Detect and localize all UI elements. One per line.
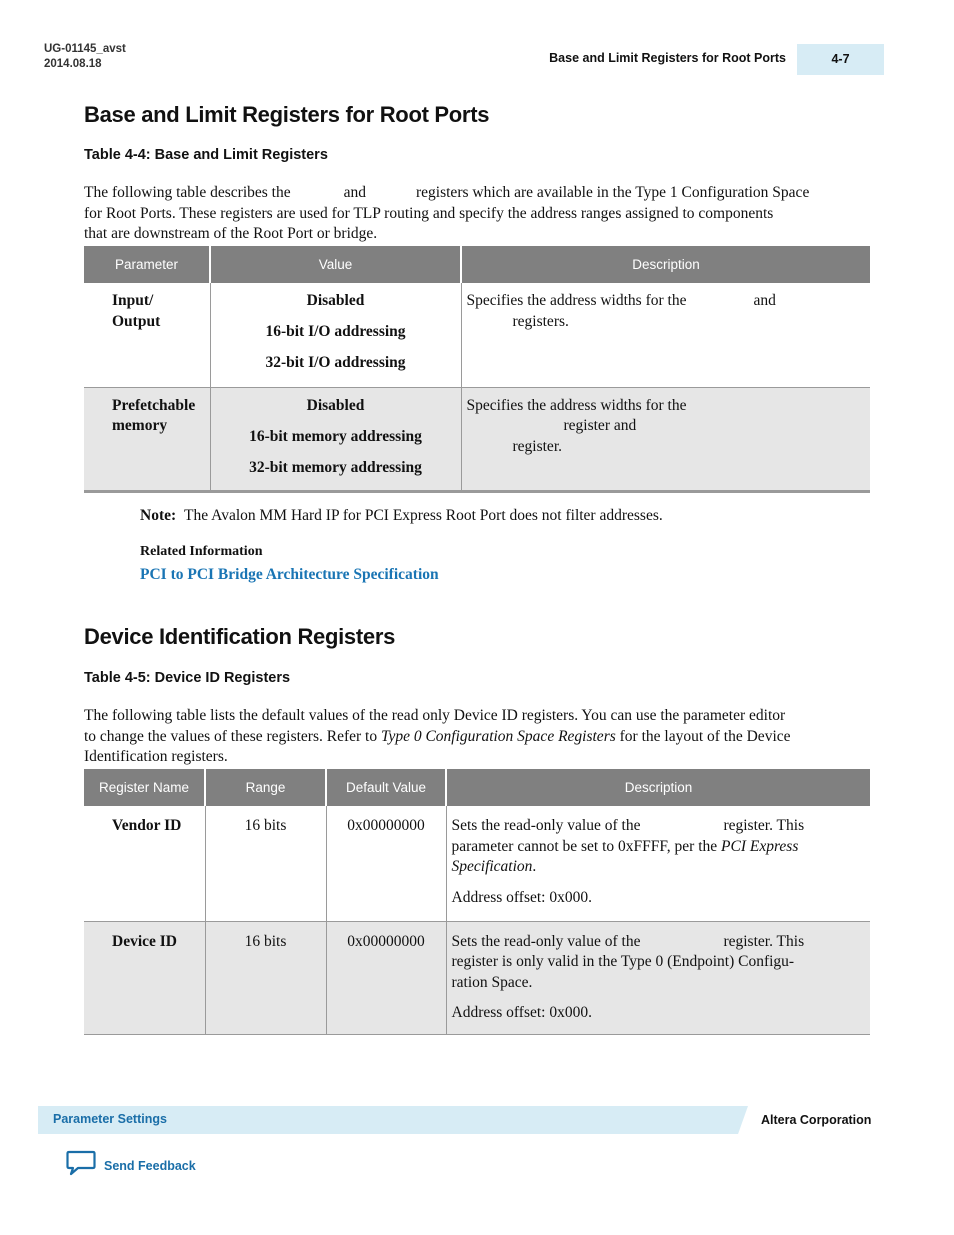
table-caption-4-4: Table 4-4: Base and Limit Registers xyxy=(84,147,328,163)
value-cell: Disabled 16-bit memory addressing 32-bit memory addressing xyxy=(210,387,461,491)
value-cell: Disabled 16-bit I/O addressing 32-bit I/O addressing xyxy=(210,283,461,387)
description-cell: Sets the read-only value of the register. This register is only valid in the Type 0 (Endpoint) Configu- ration Space. Address offset: 0x000. xyxy=(446,921,870,1034)
note xyxy=(140,507,663,525)
column-header-default-value: Default Value xyxy=(326,769,446,806)
pci-bridge-spec-link[interactable]: PCI to PCI Bridge Architecture Specification xyxy=(140,566,439,583)
parameter-cell: Prefetchable memory xyxy=(84,387,210,491)
table-row xyxy=(84,283,870,387)
default-value-cell: 0x00000000 xyxy=(326,806,446,921)
column-header-register-name: Register Name xyxy=(84,769,205,806)
speech-bubble-icon xyxy=(66,1150,96,1181)
table-caption-4-5: Table 4-5: Device ID Registers xyxy=(84,670,291,686)
range-cell: 16 bits xyxy=(205,806,326,921)
parameter-cell: Input/ Output xyxy=(84,283,210,387)
intro-paragraph-device-id: The following table lists the default values of the read only Device ID registers. You can use the parameter editor to change the values of these registers. Refer to Type 0 Configuration Space Registers for the layout of the Device Identification registers. xyxy=(84,707,791,765)
intro-paragraph-base-limit: The following table describes the and registers which are available in the Type 1 Configuration Space for Root Ports. These registers are used for TLP routing and specify the address ranges assigned to components that are downstream of the Root Port or bridge. xyxy=(84,184,810,242)
footer-company: Altera Corporation xyxy=(761,1113,872,1127)
register-name-cell: Vendor ID xyxy=(84,806,205,921)
send-feedback-label: Send Feedback xyxy=(104,1158,196,1173)
range-cell: 16 bits xyxy=(205,921,326,1034)
doc-date: 2014.08.18 xyxy=(44,58,102,70)
description-cell: Specifies the address widths for the register and register. xyxy=(461,387,870,491)
doc-number: UG-01145_avst xyxy=(44,43,126,55)
running-header-title: Base and Limit Registers for Root Ports xyxy=(549,51,786,65)
column-header-parameter: Parameter xyxy=(84,246,210,283)
section-heading-device-id: Device Identification Registers xyxy=(84,624,396,649)
document-id xyxy=(44,42,126,72)
table-row xyxy=(84,387,870,491)
note-label: Note: xyxy=(140,507,177,524)
default-value-cell: 0x00000000 xyxy=(326,921,446,1034)
column-header-range: Range xyxy=(205,769,326,806)
page-number: 4-7 xyxy=(797,44,884,75)
table-row xyxy=(84,921,870,1034)
footer-section-name: Parameter Settings xyxy=(53,1112,167,1126)
table-row xyxy=(84,806,870,921)
section-heading-base-limit: Base and Limit Registers for Root Ports xyxy=(84,102,490,127)
note-text: The Avalon MM Hard IP for PCI Express Root Port does not filter addresses. xyxy=(184,507,663,524)
register-name-cell: Device ID xyxy=(84,921,205,1034)
column-header-description: Description xyxy=(446,769,870,806)
column-header-value: Value xyxy=(210,246,461,283)
device-id-table xyxy=(84,769,870,1035)
base-limit-table xyxy=(84,246,870,493)
related-information-label: Related Information xyxy=(140,544,263,559)
description-cell: Specifies the address widths for the and registers. xyxy=(466,292,776,330)
column-header-description: Description xyxy=(461,246,870,283)
send-feedback-button[interactable] xyxy=(66,1150,196,1181)
description-cell: Sets the read-only value of the register. This parameter cannot be set to 0xFFFF, per the PCI Express Specification. Address offset: 0x000. xyxy=(451,817,805,906)
